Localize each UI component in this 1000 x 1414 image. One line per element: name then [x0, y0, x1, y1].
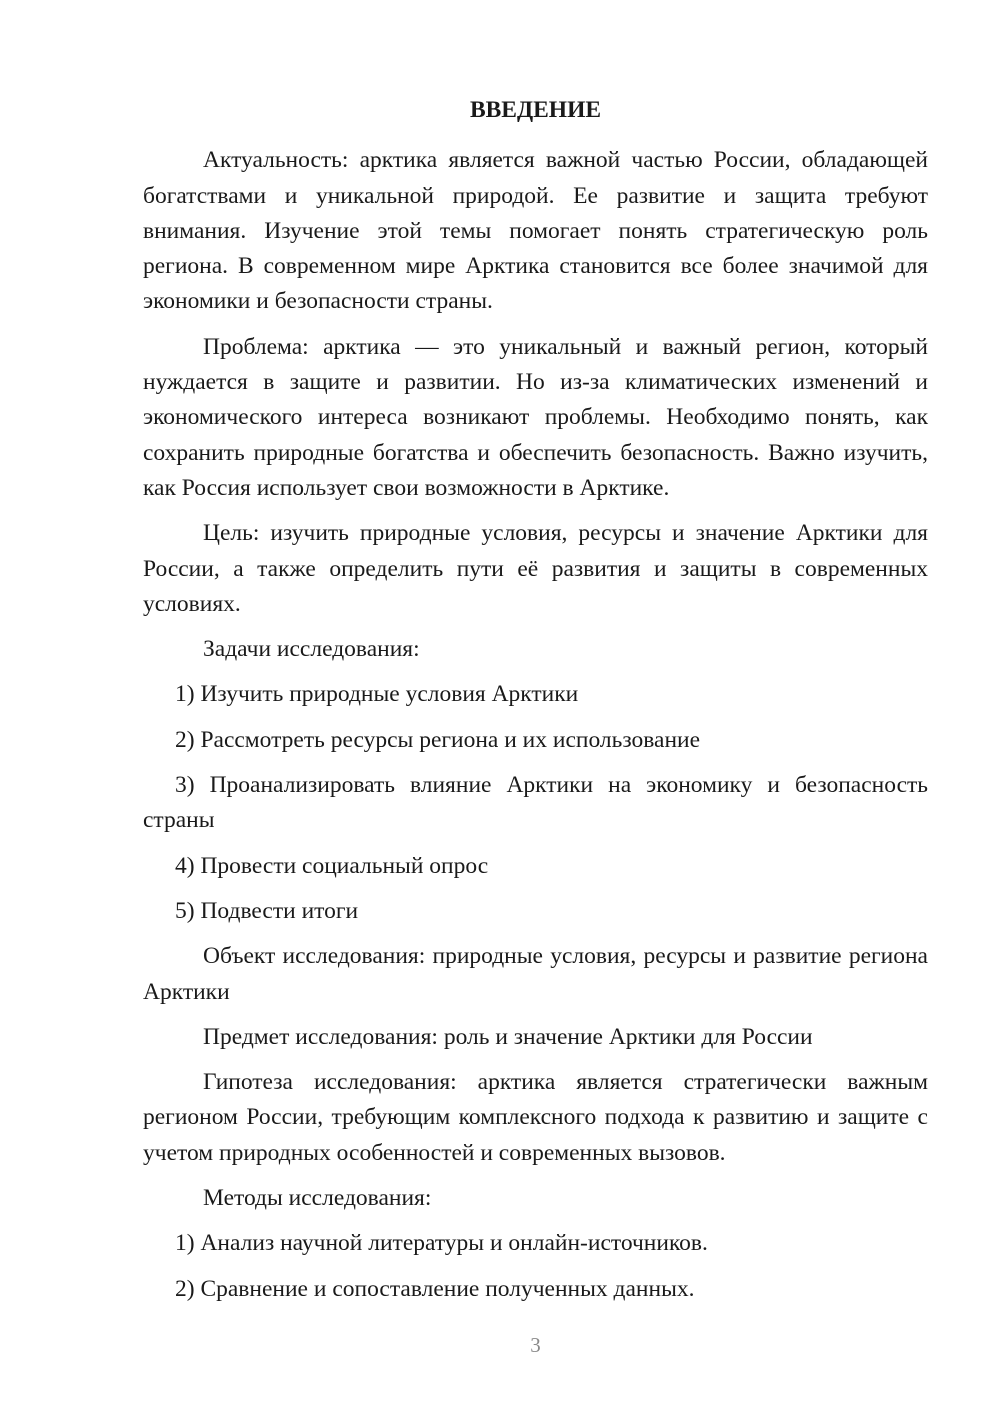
methods-heading: Методы исследования: — [203, 1185, 432, 1212]
goal-paragraph: Цель: изучить природные условия, ресурсы и значение Арктики для России, а также определить пути её развития и защиты в современных условиях. — [143, 520, 928, 617]
task-item: 5) Подвести итоги — [175, 897, 359, 924]
method-item: 2) Сравнение и сопоставление полученных данных. — [175, 1275, 695, 1302]
document-body — [143, 93, 928, 1317]
problem-paragraph: Проблема: арктика — это уникальный и важный регион, который нуждается в защите и развитии. Но из-за климатических изменений и экономического интереса возникают проблемы. Необходимо понять, как сохранить природные богатства и обеспечить безопасность. Важно изучить, как Россия использует свои возможности в Арктике. — [143, 333, 928, 501]
task-item: 2) Рассмотреть ресурсы региона и их использование — [175, 726, 701, 753]
method-item: 1) Анализ научной литературы и онлайн-источников. — [175, 1230, 708, 1257]
tasks-heading: Задачи исследования: — [203, 636, 420, 663]
task-item: 1) Изучить природные условия Арктики — [175, 681, 579, 708]
task-item: 3) Проанализировать влияние Арктики на экономику и безопасность страны — [143, 772, 928, 834]
relevance-paragraph: Актуальность: арктика является важной частью России, обладающей богатствами и уникальной природой. Ее развитие и защита требуют внимания. Изучение этой темы помогает понять стратегическую роль региона. В современном мире Арктика становится все более значимой для экономики и безопасности страны. — [143, 147, 928, 315]
section-title: ВВЕДЕНИЕ — [469, 97, 602, 123]
task-item: 4) Провести социальный опрос — [175, 852, 489, 879]
subject-paragraph: Предмет исследования: роль и значение Арктики для России — [203, 1023, 813, 1050]
page-number: 3 — [530, 1333, 541, 1357]
object-paragraph: Объект исследования: природные условия, ресурсы и развитие региона Арктики — [143, 943, 928, 1005]
hypothesis-paragraph: Гипотеза исследования: арктика является стратегически важным регионом России, требующим комплексного подхода к развитию и защите с учетом природных особенностей и современных вызовов. — [143, 1069, 928, 1166]
